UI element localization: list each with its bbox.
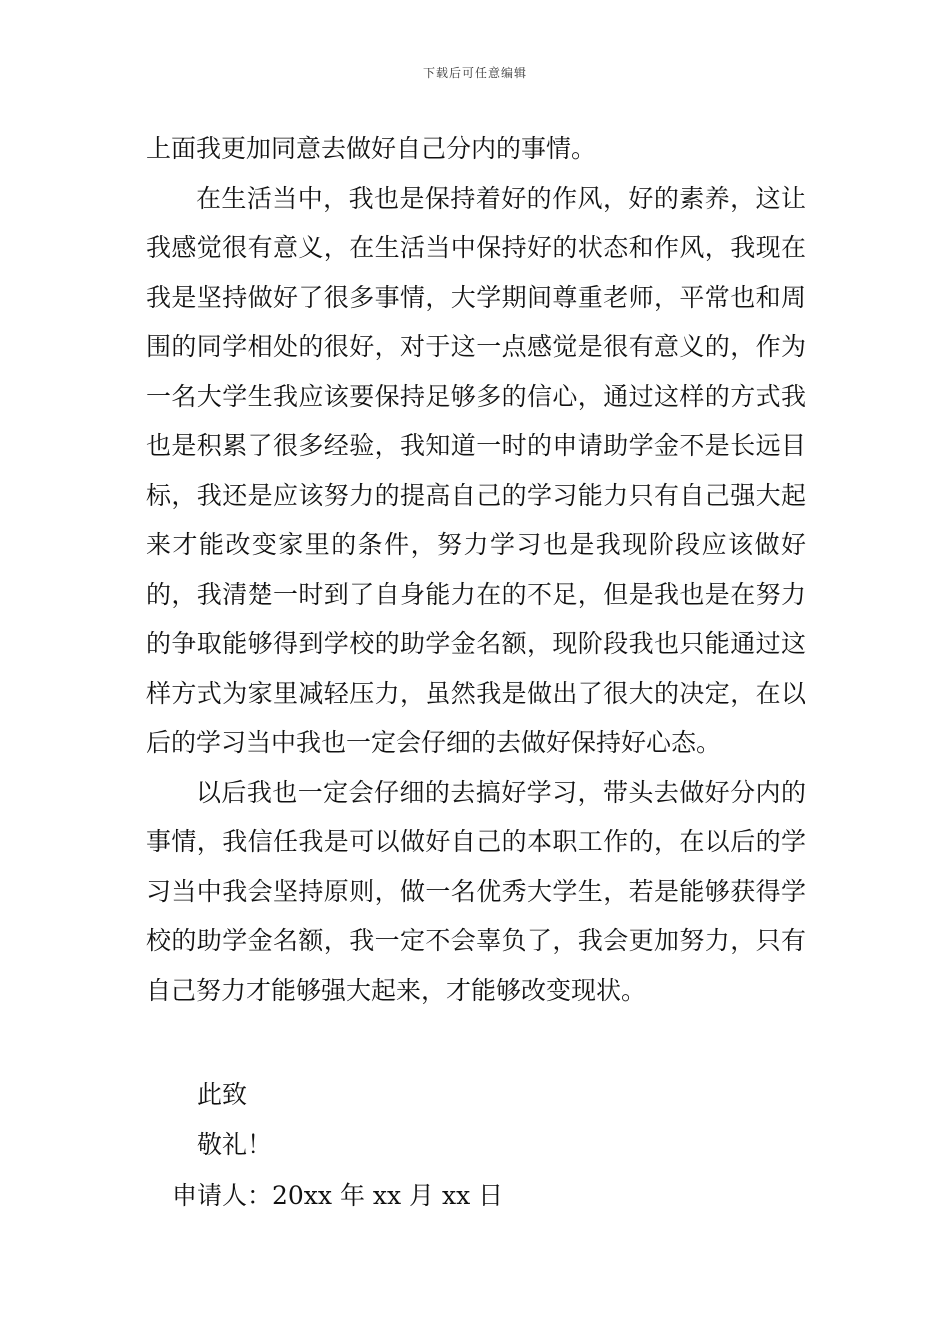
- paragraph: 上面我更加同意去做好自己分内的事情。: [146, 134, 597, 163]
- page-header: 下载后可任意编辑: [422, 66, 527, 80]
- document-body: [146, 124, 806, 1015]
- paragraph: 在生活当中，我也是保持着好的作风，好的素养，这让我感觉很有意义，在生活当中保持好的状态和作风，我现在我是坚持做好了很多事情，大学期间尊重老师，平常也和周围的同学相处的很好，对于这一点感觉是很有意义的，作为一名大学生我应该要保持足够多的信心，通过这样的方式我也是积累了很多经验，我知道一时的申请助学金不是长远目标，我还是应该努力的提高自己的学习能力只有自己强大起来才能改变家里的条件，努力学习也是我现阶段应该做好的，我清楚一时到了自身能力在的不足，但是我也是在努力的争取能够得到学校的助学金名额，现阶段我也只能通过这样方式为家里减轻压力，虽然我是做出了很大的决定，在以后的学习当中我也一定会仔细的去做好保持好心态。: [146, 183, 806, 757]
- closing-regards: 敬礼！: [197, 1130, 273, 1159]
- closing-salutation: 此致: [197, 1080, 248, 1109]
- signature-line: 申请人：20xx 年 xx 月 xx 日: [172, 1181, 504, 1210]
- paragraph: 以后我也一定会仔细的去搞好学习，带头去做好分内的事情，我信任我是可以做好自己的本职工作的，在以后的学习当中我会坚持原则，做一名优秀大学生，若是能够获得学校的助学金名额，我一定不会辜负了，我会更加努力，只有自己努力才能够强大起来，才能够改变现状。: [146, 777, 806, 1005]
